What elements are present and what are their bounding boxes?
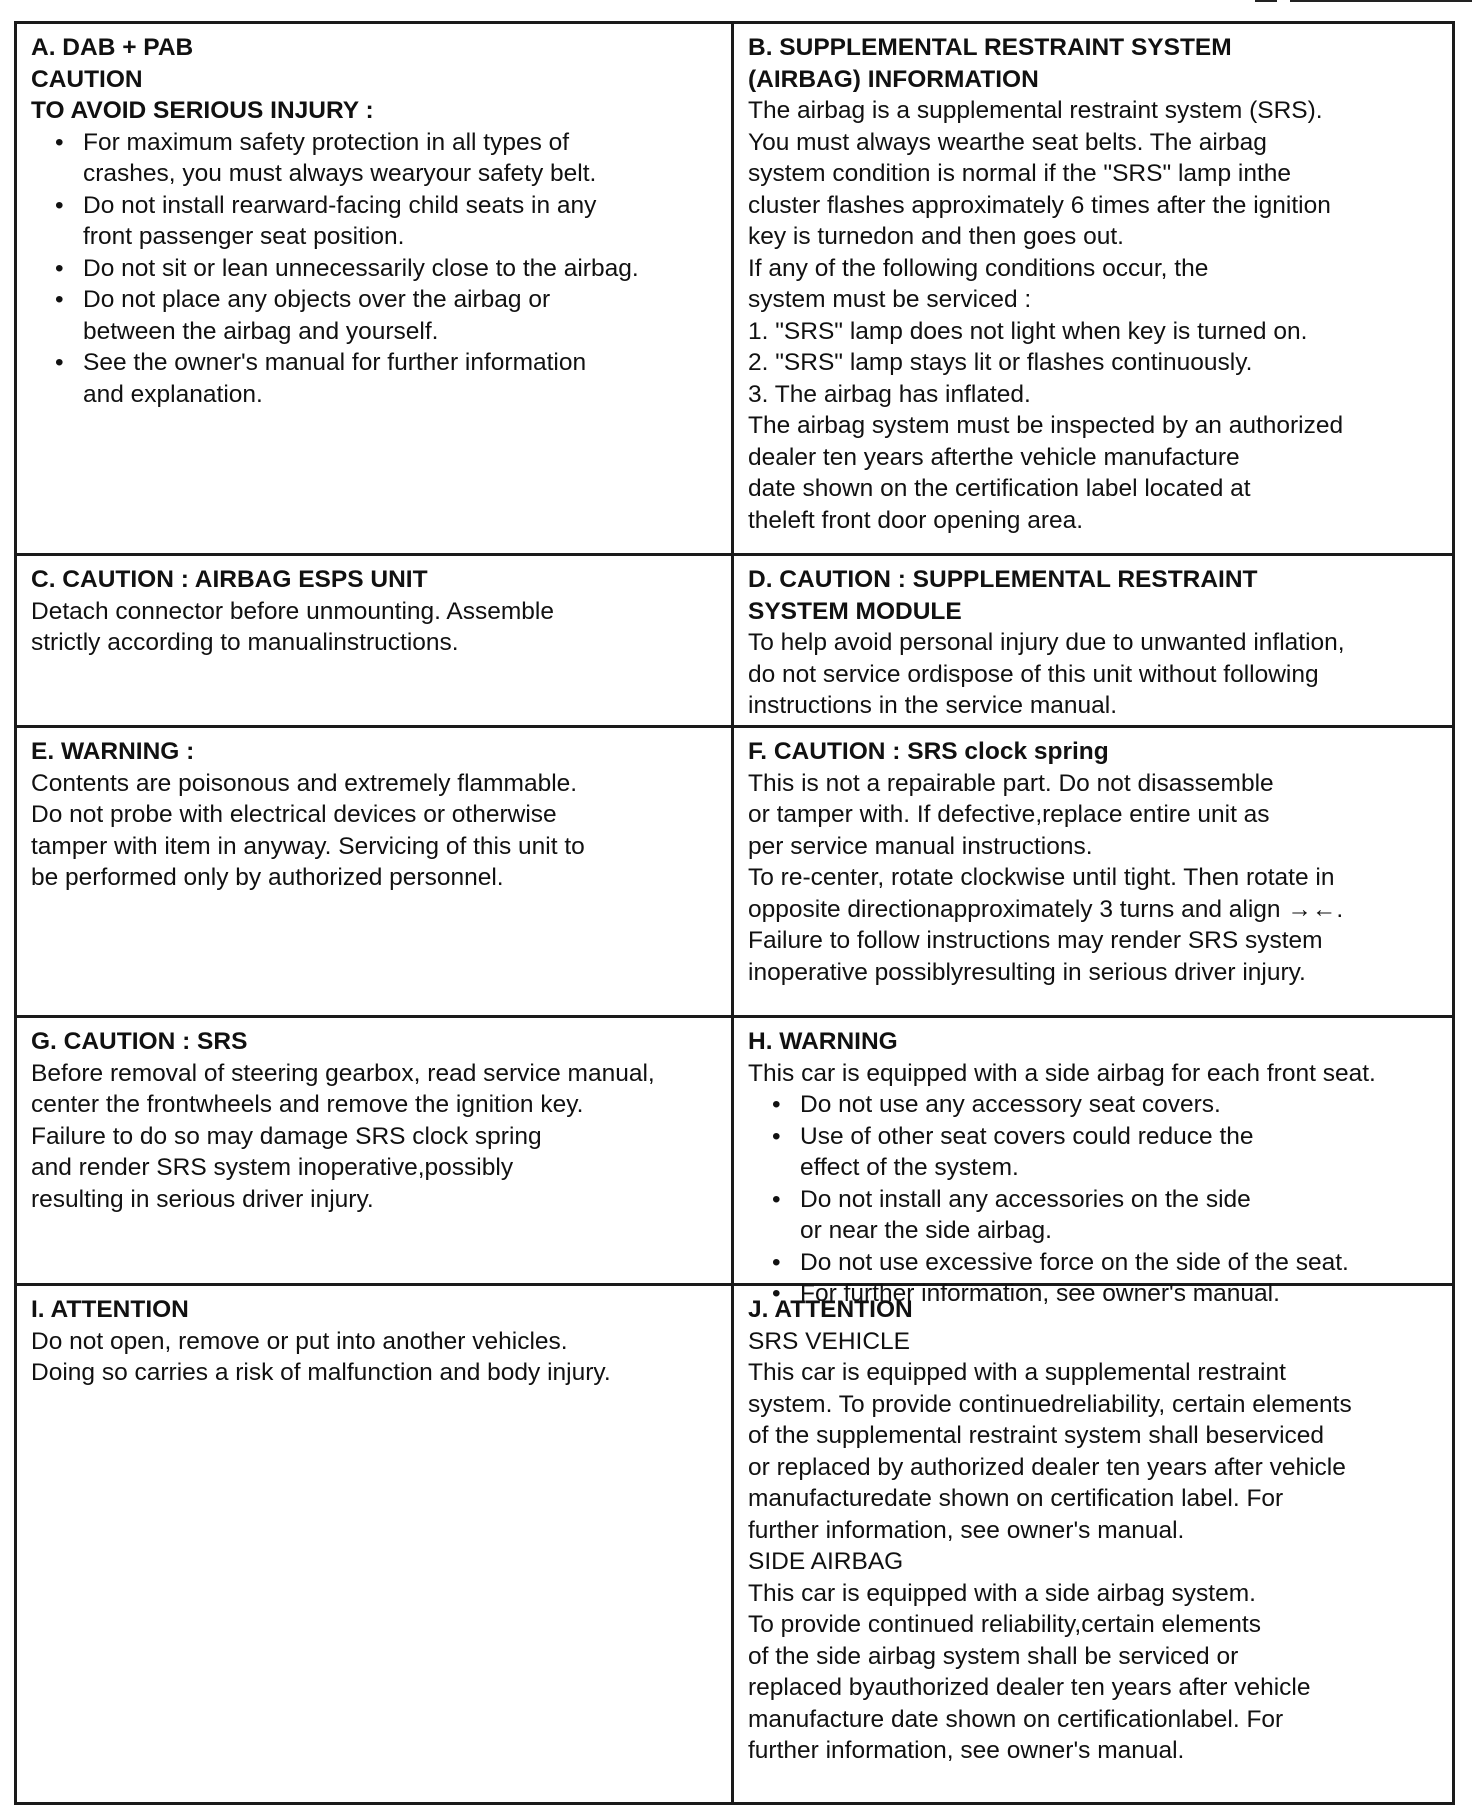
bullet-line: • Do not install rearward-facing child seats in any (83, 191, 597, 219)
cell-i (17, 1286, 734, 1802)
body-line: of the side airbag system shall be serviced or (748, 1642, 1239, 1670)
body-line: system. To provide continuedreliability, certain elements (748, 1390, 1352, 1418)
body-line: opposite directionapproximately 3 turns and align →←. (748, 895, 1344, 923)
cell-a-bullet-list (31, 127, 719, 411)
body-line: do not service ordispose of this unit without following (748, 660, 1319, 688)
body-line: of the supplemental restraint system shall beserviced (748, 1422, 1325, 1449)
top-edge-rule-short (1255, 0, 1277, 2)
body-line: theleft front door opening area. (748, 506, 1084, 534)
body-line: manufacturedate shown on certification label. For (748, 1485, 1284, 1512)
list-item (748, 1247, 1440, 1279)
cell-d-title-1: D. CAUTION : SUPPLEMENTAL RESTRAINT (748, 566, 1258, 593)
body-line: 3. The airbag has inflated. (748, 380, 1031, 408)
body-line: further information, see owner's manual. (748, 1516, 1185, 1544)
body-line: replaced byauthorized dealer ten years after vehicle (748, 1674, 1311, 1701)
cell-a-title-2: CAUTION (31, 65, 143, 93)
list-item (748, 1121, 1440, 1184)
cell-e-title: E. WARNING : (31, 738, 195, 765)
top-edge-rule (1290, 0, 1472, 2)
body-line: or tamper with. If defective,replace entire unit as (748, 801, 1270, 828)
cell-c-title: C. CAUTION : AIRBAG ESPS UNIT (31, 566, 428, 593)
bullet-line: front passenger seat position. (83, 223, 405, 250)
body-line: Failure to do so may damage SRS clock spring (31, 1122, 542, 1150)
body-line: The airbag system must be inspected by an authorized (748, 412, 1344, 439)
bullet-line: crashes, you must always wearyour safety belt. (83, 160, 597, 187)
body-line: manufacture date shown on certificationlabel. For (748, 1705, 1284, 1733)
body-line: The airbag is a supplemental restraint system (SRS). (748, 97, 1323, 124)
body-line: and render SRS system inoperative,possibly (31, 1154, 514, 1181)
cell-j (734, 1286, 1452, 1802)
body-line: Detach connector before unmounting. Assemble (31, 597, 554, 625)
body-line: To re-center, rotate clockwise until tight. Then rotate in (748, 864, 1335, 891)
bullet-line: effect of the system. (800, 1154, 1019, 1181)
bullet-line: between the airbag and yourself. (83, 317, 439, 345)
body-line: Doing so carries a risk of malfunction and body injury. (31, 1359, 611, 1386)
body-line: inoperative possiblyresulting in serious driver injury. (748, 958, 1306, 986)
cell-c (17, 556, 734, 728)
body-line: or replaced by authorized dealer ten years after vehicle (748, 1453, 1346, 1481)
cell-d (734, 556, 1452, 728)
bullet-line: • See the owner's manual for further information (83, 349, 587, 376)
cell-d-title-2: SYSTEM MODULE (748, 597, 962, 625)
body-line: dealer ten years afterthe vehicle manufacture (748, 443, 1240, 471)
body-line: key is turnedon and then goes out. (748, 223, 1124, 250)
label-grid (17, 24, 1452, 1802)
list-item (748, 1089, 1440, 1121)
cell-a-title-1: A. DAB + PAB (31, 34, 194, 61)
body-line: To help avoid personal injury due to unwanted inflation, (748, 629, 1345, 656)
body-line: cluster flashes approximately 6 times after the ignition (748, 191, 1331, 219)
body-line: Failure to follow instructions may render SRS system (748, 927, 1323, 954)
bullet-line: and explanation. (83, 380, 263, 408)
list-item (748, 1278, 1440, 1310)
cell-b-title-2: (AIRBAG) INFORMATION (748, 65, 1039, 93)
body-line: per service manual instructions. (748, 832, 1093, 860)
body-line: To provide continued reliability,certain elements (748, 1611, 1261, 1638)
body-line: SRS VEHICLE (748, 1327, 911, 1355)
cell-g-title: G. CAUTION : SRS (31, 1028, 248, 1055)
cell-g (17, 1018, 734, 1286)
list-item (31, 190, 719, 253)
body-line: Do not probe with electrical devices or otherwise (31, 801, 557, 828)
bullet-line: • Do not use excessive force on the side of the seat. (800, 1248, 1349, 1276)
bullet-line: • Do not use any accessory seat covers. (800, 1091, 1221, 1118)
bullet-line: • Do not install any accessories on the side (800, 1185, 1251, 1213)
bullet-line: or near the side airbag. (800, 1217, 1052, 1244)
cell-e (17, 728, 734, 1018)
body-line: 2. "SRS" lamp stays lit or flashes continuously. (748, 349, 1253, 376)
cell-f-title: F. CAUTION : SRS clock spring (748, 738, 1109, 765)
cell-f (734, 728, 1452, 1018)
label-sheet (14, 21, 1455, 1805)
body-line: tamper with item in anyway. Servicing of this unit to (31, 832, 585, 860)
bullet-line: • For maximum safety protection in all types of (83, 128, 570, 156)
cell-h-bullet-list (748, 1089, 1440, 1310)
cell-j-title: J. ATTENTION (748, 1296, 913, 1323)
cell-h-intro: This car is equipped with a side airbag for each front seat. (748, 1059, 1376, 1087)
bullet-line: • Do not sit or lean unnecessarily close to the airbag. (83, 254, 639, 282)
body-line: SIDE AIRBAG (748, 1548, 904, 1575)
body-line: strictly according to manualinstructions. (31, 629, 459, 656)
list-item (748, 1184, 1440, 1247)
body-line: This car is equipped with a supplemental restraint (748, 1359, 1286, 1386)
body-line: instructions in the service manual. (748, 692, 1118, 719)
body-line: 1. "SRS" lamp does not light when key is turned on. (748, 317, 1308, 345)
cell-b (734, 24, 1452, 556)
list-item (31, 253, 719, 285)
body-line: You must always wearthe seat belts. The airbag (748, 128, 1267, 156)
body-line: center the frontwheels and remove the ignition key. (31, 1091, 584, 1118)
bullet-line: • Do not place any objects over the airbag or (83, 286, 551, 313)
body-line: date shown on the certification label located at (748, 475, 1251, 502)
body-line: This car is equipped with a side airbag system. (748, 1579, 1256, 1607)
cell-b-title-1: B. SUPPLEMENTAL RESTRAINT SYSTEM (748, 34, 1232, 61)
body-line: system must be serviced : (748, 286, 1032, 313)
cell-a-title-3: TO AVOID SERIOUS INJURY : (31, 97, 374, 124)
body-line: Do not open, remove or put into another vehicles. (31, 1327, 568, 1355)
list-item (31, 284, 719, 347)
bullet-line: • Use of other seat covers could reduce the (800, 1122, 1254, 1150)
bullet-line: • For further information, see owner's manual. (800, 1280, 1280, 1307)
cell-h-title: H. WARNING (748, 1028, 898, 1055)
cell-h (734, 1018, 1452, 1307)
body-line: system condition is normal if the "SRS" lamp inthe (748, 160, 1292, 187)
body-line: further information, see owner's manual. (748, 1737, 1185, 1764)
body-line: resulting in serious driver injury. (31, 1185, 374, 1213)
body-line: Contents are poisonous and extremely flammable. (31, 769, 578, 797)
cell-a (17, 24, 734, 556)
body-line: If any of the following conditions occur, the (748, 254, 1209, 282)
list-item (31, 127, 719, 190)
list-item (31, 347, 719, 410)
body-line: This is not a repairable part. Do not disassemble (748, 769, 1274, 797)
body-line: be performed only by authorized personnel. (31, 864, 504, 891)
body-line: Before removal of steering gearbox, read service manual, (31, 1059, 655, 1087)
cell-i-title: I. ATTENTION (31, 1296, 189, 1323)
